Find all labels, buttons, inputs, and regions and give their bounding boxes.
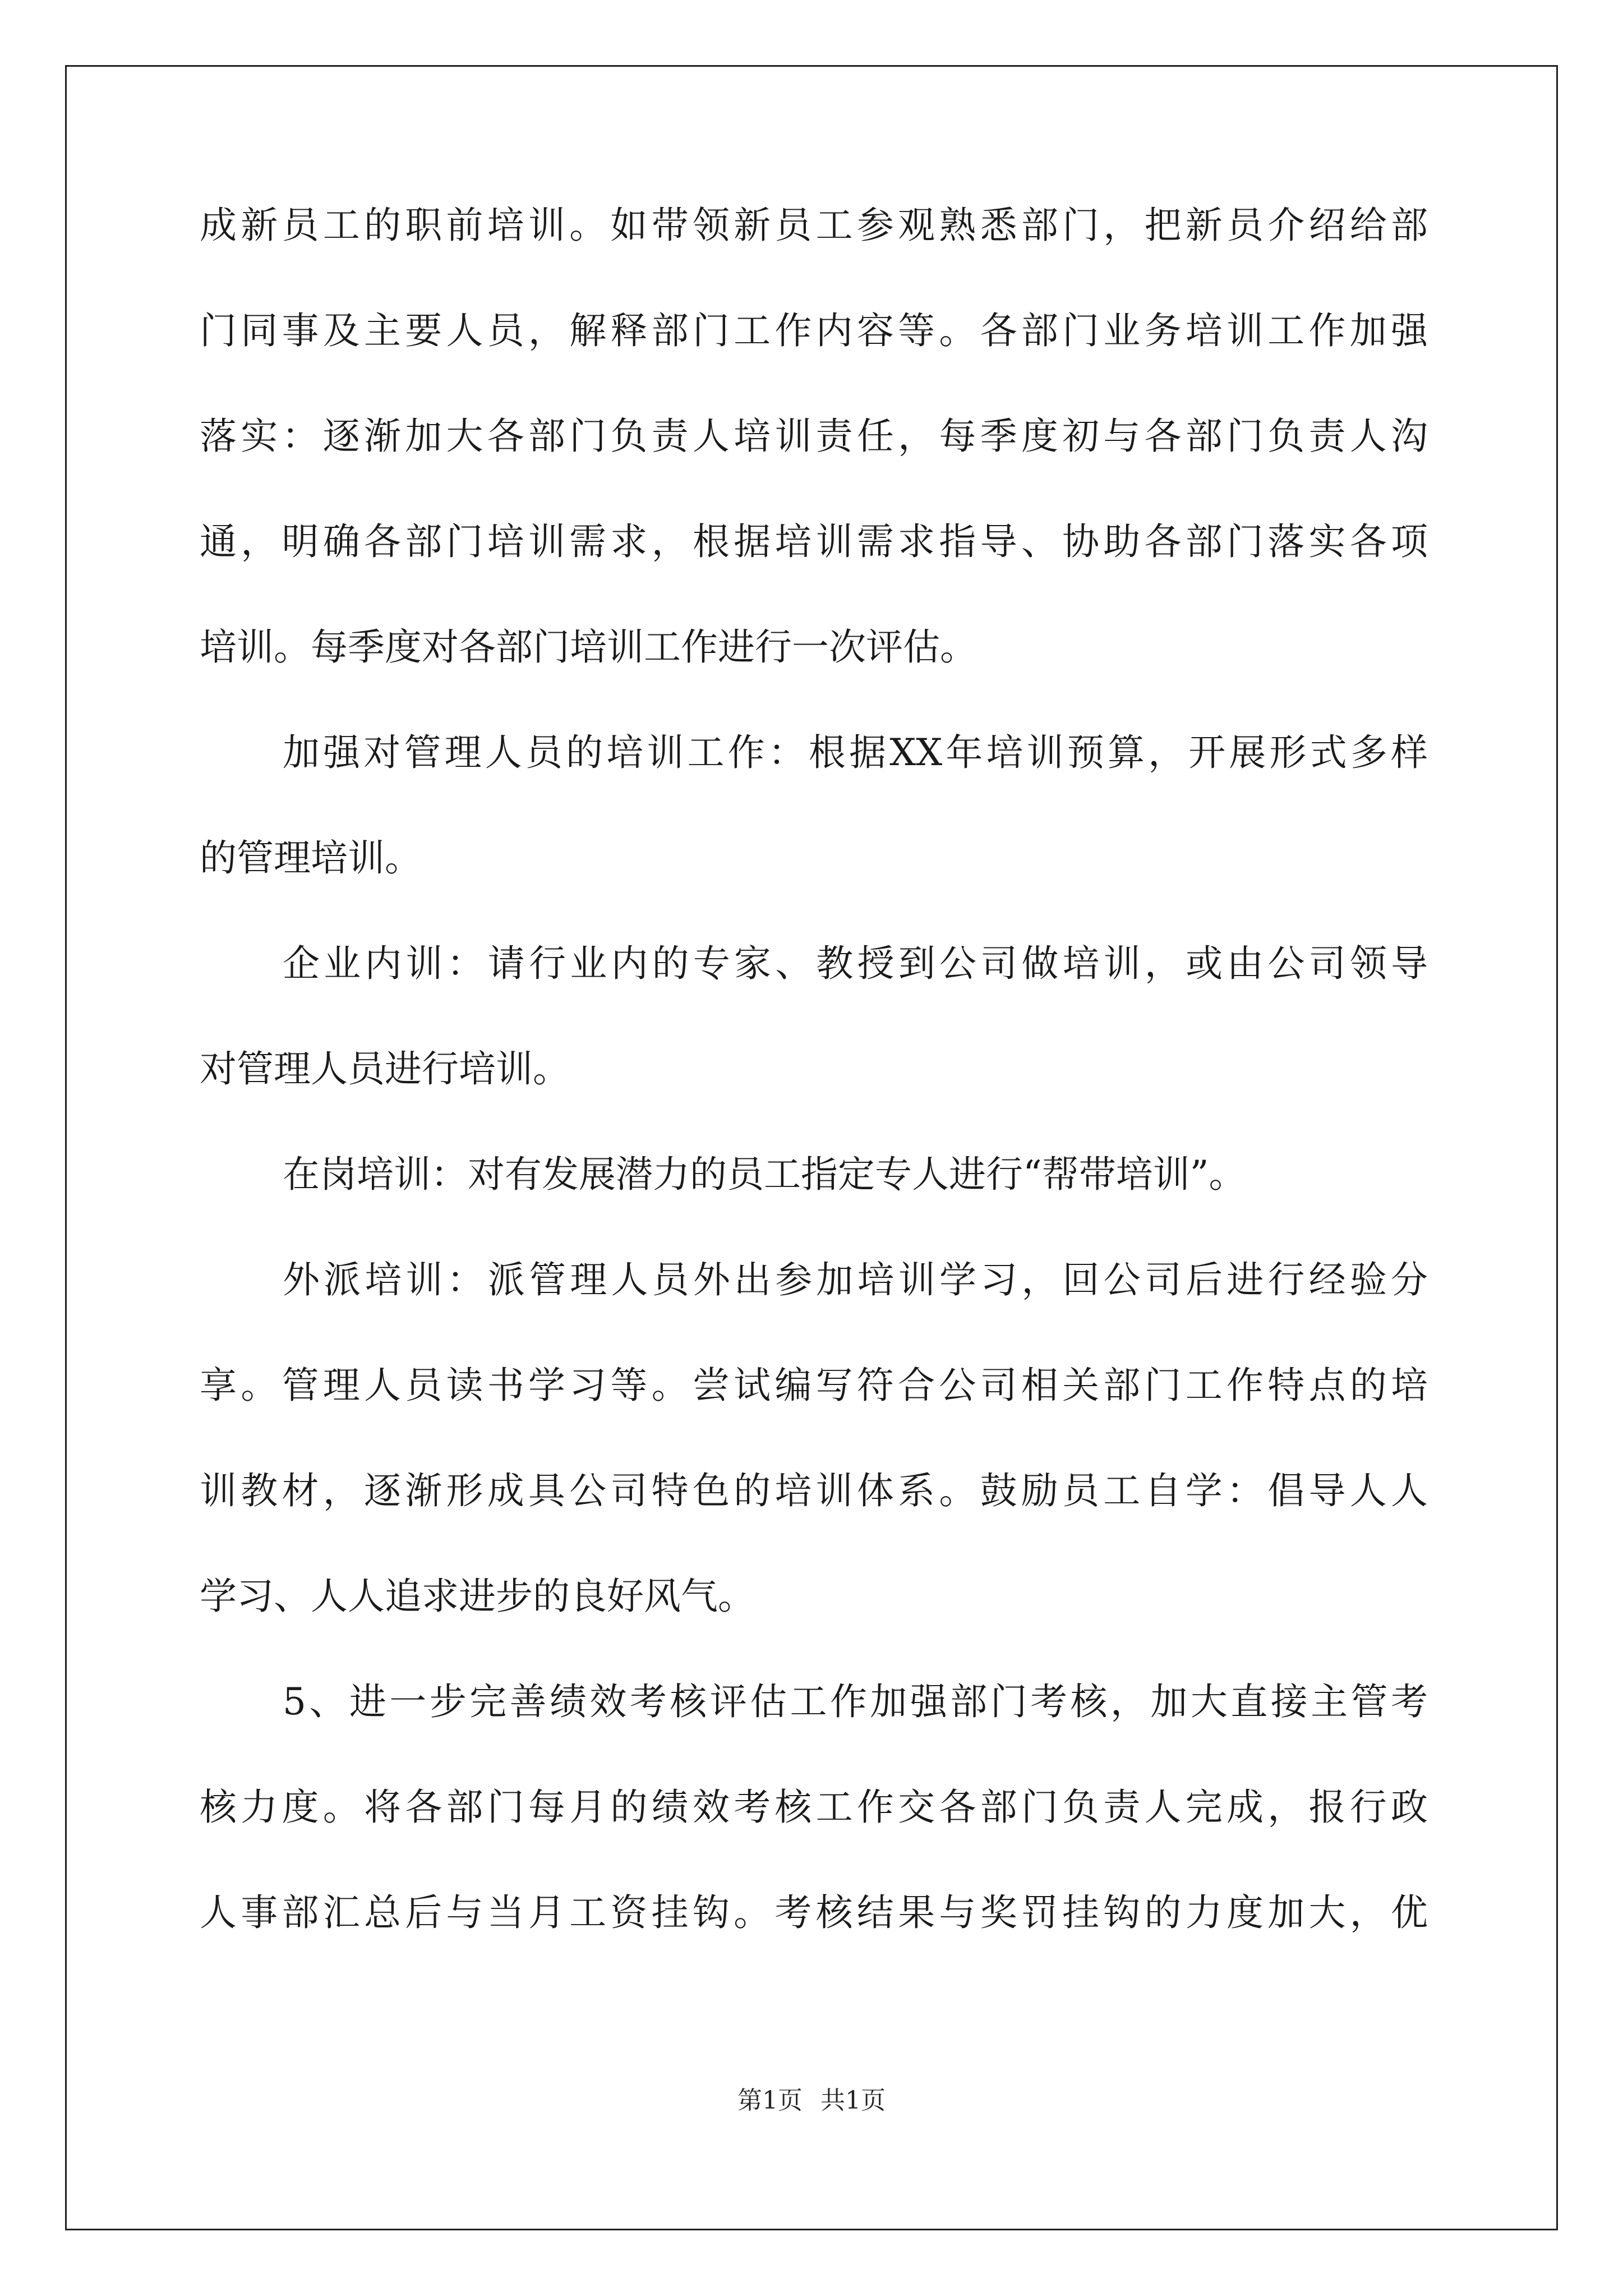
text-line: 培训。每季度对各部门培训工作进行一次评估。 xyxy=(200,625,977,669)
text-line: 门同事及主要人员，解释部门工作内容等。各部门业务培训工作加强 xyxy=(200,309,1428,352)
page-number-total: 共1页 xyxy=(820,2086,886,2115)
text-line: 通，明确各部门培训需求，根据培训需求指导、协助各部门落实各项 xyxy=(200,520,1428,563)
text-line: 成新员工的职前培训。如带领新员工参观熟悉部门，把新员介绍给部 xyxy=(200,204,1428,247)
text-line: 在岗培训：对有发展潜力的员工指定专人进行“帮带培训”。 xyxy=(283,1153,1246,1196)
text-line: 核力度。将各部门每月的绩效考核工作交各部门负责人完成，报行政 xyxy=(200,1786,1428,1829)
text-line: 对管理人员进行培训。 xyxy=(200,1047,570,1091)
text-line: 的管理培训。 xyxy=(200,836,422,880)
text-line: 企业内训：请行业内的专家、教授到公司做培训，或由公司领导 xyxy=(283,942,1428,985)
page-footer xyxy=(0,2084,1623,2118)
text-line: 训教材，逐渐形成具公司特色的培训体系。鼓励员工自学：倡导人人 xyxy=(200,1469,1428,1512)
page-number-current: 第1页 xyxy=(737,2086,803,2115)
text-line: 加强对管理人员的培训工作：根据XX年培训预算，开展形式多样 xyxy=(283,731,1428,774)
text-line: 落实：逐渐加大各部门负责人培训责任，每季度初与各部门负责人沟 xyxy=(200,415,1428,458)
text-line: 外派培训：派管理人员外出参加培训学习，回公司后进行经验分 xyxy=(283,1258,1428,1301)
text-line: 享。管理人员读书学习等。尝试编写符合公司相关部门工作特点的培 xyxy=(200,1364,1428,1407)
text-line: 5、进一步完善绩效考核评估工作加强部门考核，加大直接主管考 xyxy=(283,1680,1428,1723)
text-line: 人事部汇总后与当月工资挂钩。考核结果与奖罚挂钩的力度加大，优 xyxy=(200,1891,1428,1934)
text-line: 学习、人人追求进步的良好风气。 xyxy=(200,1575,755,1618)
